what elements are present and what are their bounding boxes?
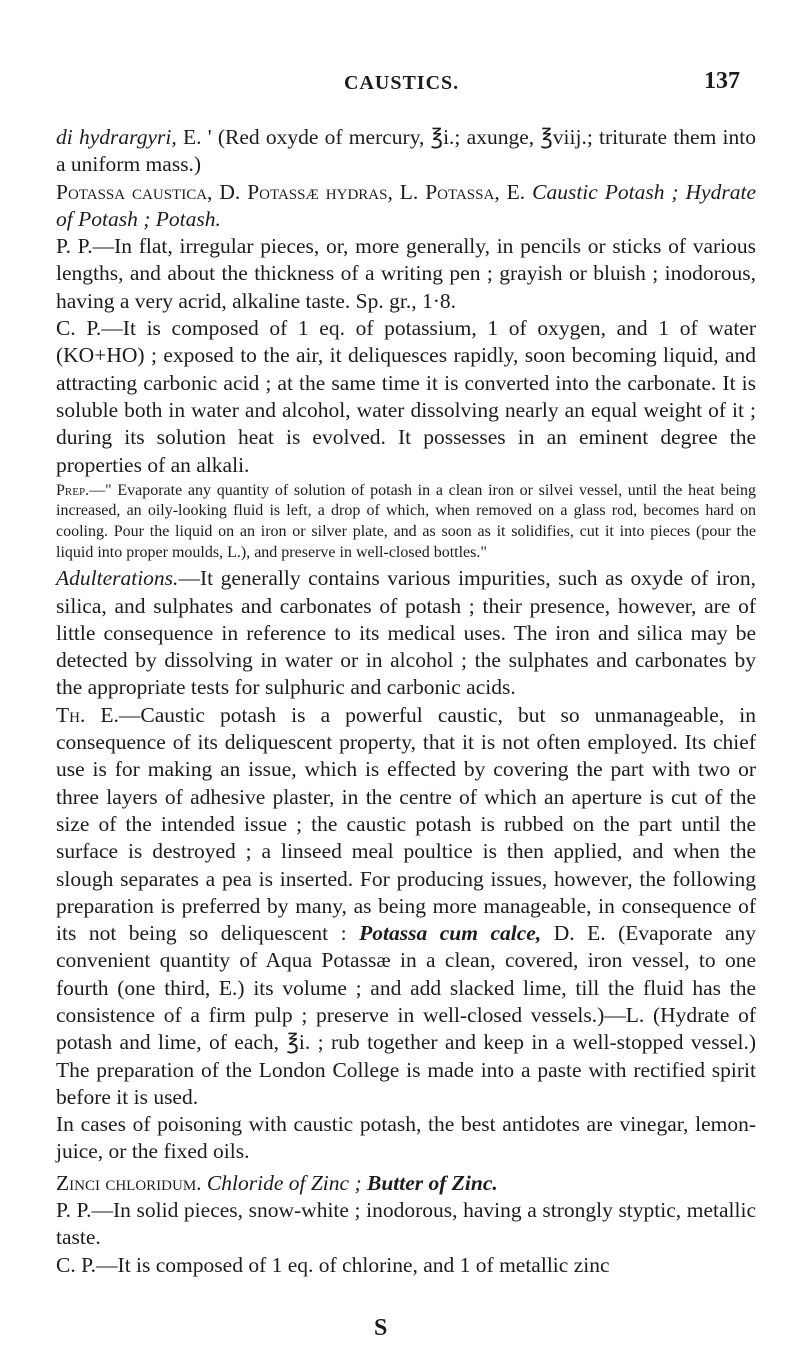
page-header <box>0 68 800 102</box>
paragraph <box>56 124 756 179</box>
adulterations-text: —It generally contains various impurities, such as oxyde of iron, silica, and sulphates and carbonates of potash ; their presence, however, are of little consequence in reference to its medical uses. The iron and silica may be detected by dissolving in water or in alcohol ; the sulphates and carbonates by the appropriate tests for sulphuric and carbonic acids. <box>56 566 756 700</box>
potassa-cum-calce: Potassa cum calce, <box>346 921 542 946</box>
heading-zinc-english: Chloride of Zinc ; <box>201 1170 362 1195</box>
heading-zinc-butter: Butter of Zinc. <box>361 1170 498 1195</box>
heading-zinc-latin: Zinci chloridum. <box>56 1170 202 1195</box>
body-text <box>56 124 756 1279</box>
paragraph-chemical-properties: C. P.—It is composed of 1 eq. of potassium, 1 of oxygen, and 1 of water (KO+HO) ; exposed to the air, it deliquesces rapidly, soon becoming liquid, and attracting carbonic acid ; at the same time it is converted into the carbonate. It is soluble both in water and alcohol, water dissolving nearly an equal weight of it ; during its solution heat is evolved. It possesses in an eminent degree the properties of an alkali. <box>56 316 756 477</box>
section-heading-zinc <box>56 1170 756 1197</box>
running-title: CAUSTICS. <box>344 72 460 94</box>
paragraph-physical-properties: P. P.—In flat, irregular pieces, or, more generally, in pencils or sticks of various lengths, and about the thickness of a writing pen ; grayish or bluish ; inodorous, having a very acrid, alkaline taste. Sp. gr., 1·8. <box>56 234 756 313</box>
therapeutics-text-continued: D. E. (Evaporate any convenient quantity of Aqua Potassæ in a clean, covered, iron vessel, to one fourth (one third, E.) its volume ; and add slacked lime, till the fluid has the consistence of a firm pulp ; preserve in well-closed vessels.)—L. (Hydrate of potash and lime, of each, ℥i. ; rub together and keep in a well-stopped vessel.) The preparation of the London College is made into a paste with rectified spirit before it is used. <box>56 921 756 1109</box>
prep-label: Prep. <box>56 481 90 499</box>
heading-english-names: Caustic Potash ; Hydrate of Potash ; Potash. <box>56 179 756 231</box>
adulterations-label: Adulterations. <box>56 566 179 591</box>
therapeutics-text: —Caustic potash is a powerful caustic, but so unmanageable, in consequence of its deliquescent property, that it is not often employed. Its chief use is for making an issue, which is effected by covering the part with two or three layers of adhesive plaster, in the centre of which an aperture is cut of the size of the intended issue ; the caustic potash is rubbed on the part until the surface is destroyed ; a linseed meal poultice is then applied, and when the slough separates a pea is inserted. For producing issues, however, the following preparation is preferred by many, as being more manageable, in consequence of its not being so deliquescent : <box>56 702 756 946</box>
italic-fragment: di hydrargyri, <box>56 125 177 149</box>
paragraph-therapeutic-effects <box>56 702 756 1111</box>
therapeutics-label: Th. E. <box>56 702 119 727</box>
paragraph-adulterations <box>56 565 756 701</box>
section-heading-potassa <box>56 179 756 234</box>
heading-latin-names: Potassa caustica, D. Potassæ hydras, L. Potassa, E. <box>56 179 526 204</box>
paragraph-zinc-chemical: C. P.—It is composed of 1 eq. of chlorine, and 1 of metallic zinc <box>56 1252 610 1277</box>
signature-mark: S <box>374 1315 388 1341</box>
page-number: 137 <box>704 68 740 94</box>
prep-text: —" Evaporate any quantity of solution of potash in a clean iron or silvei vessel, until the heat being increased, an oily-looking fluid is left, a drop of which, when removed on a glass rod, becomes hard on cooling. Pour the liquid on an iron or silver plate, and as soon as it solidifies, cut it into pieces (pour the liquid into proper moulds, L.), and preserve in well-closed bottles." <box>56 481 756 561</box>
text-fragment: E. ' (Red oxyde of mercury, ℥i.; axunge, ℥viij.; triturate them into a uniform mass.) <box>56 125 757 177</box>
paragraph-antidotes: In cases of poisoning with caustic potash, the best antidotes are vinegar, lemon-juice, or the fixed oils. <box>56 1112 756 1164</box>
paragraph-zinc-physical: P. P.—In solid pieces, snow-white ; inodorous, having a strongly styptic, metallic taste. <box>56 1198 756 1250</box>
paragraph-preparation <box>56 481 756 563</box>
